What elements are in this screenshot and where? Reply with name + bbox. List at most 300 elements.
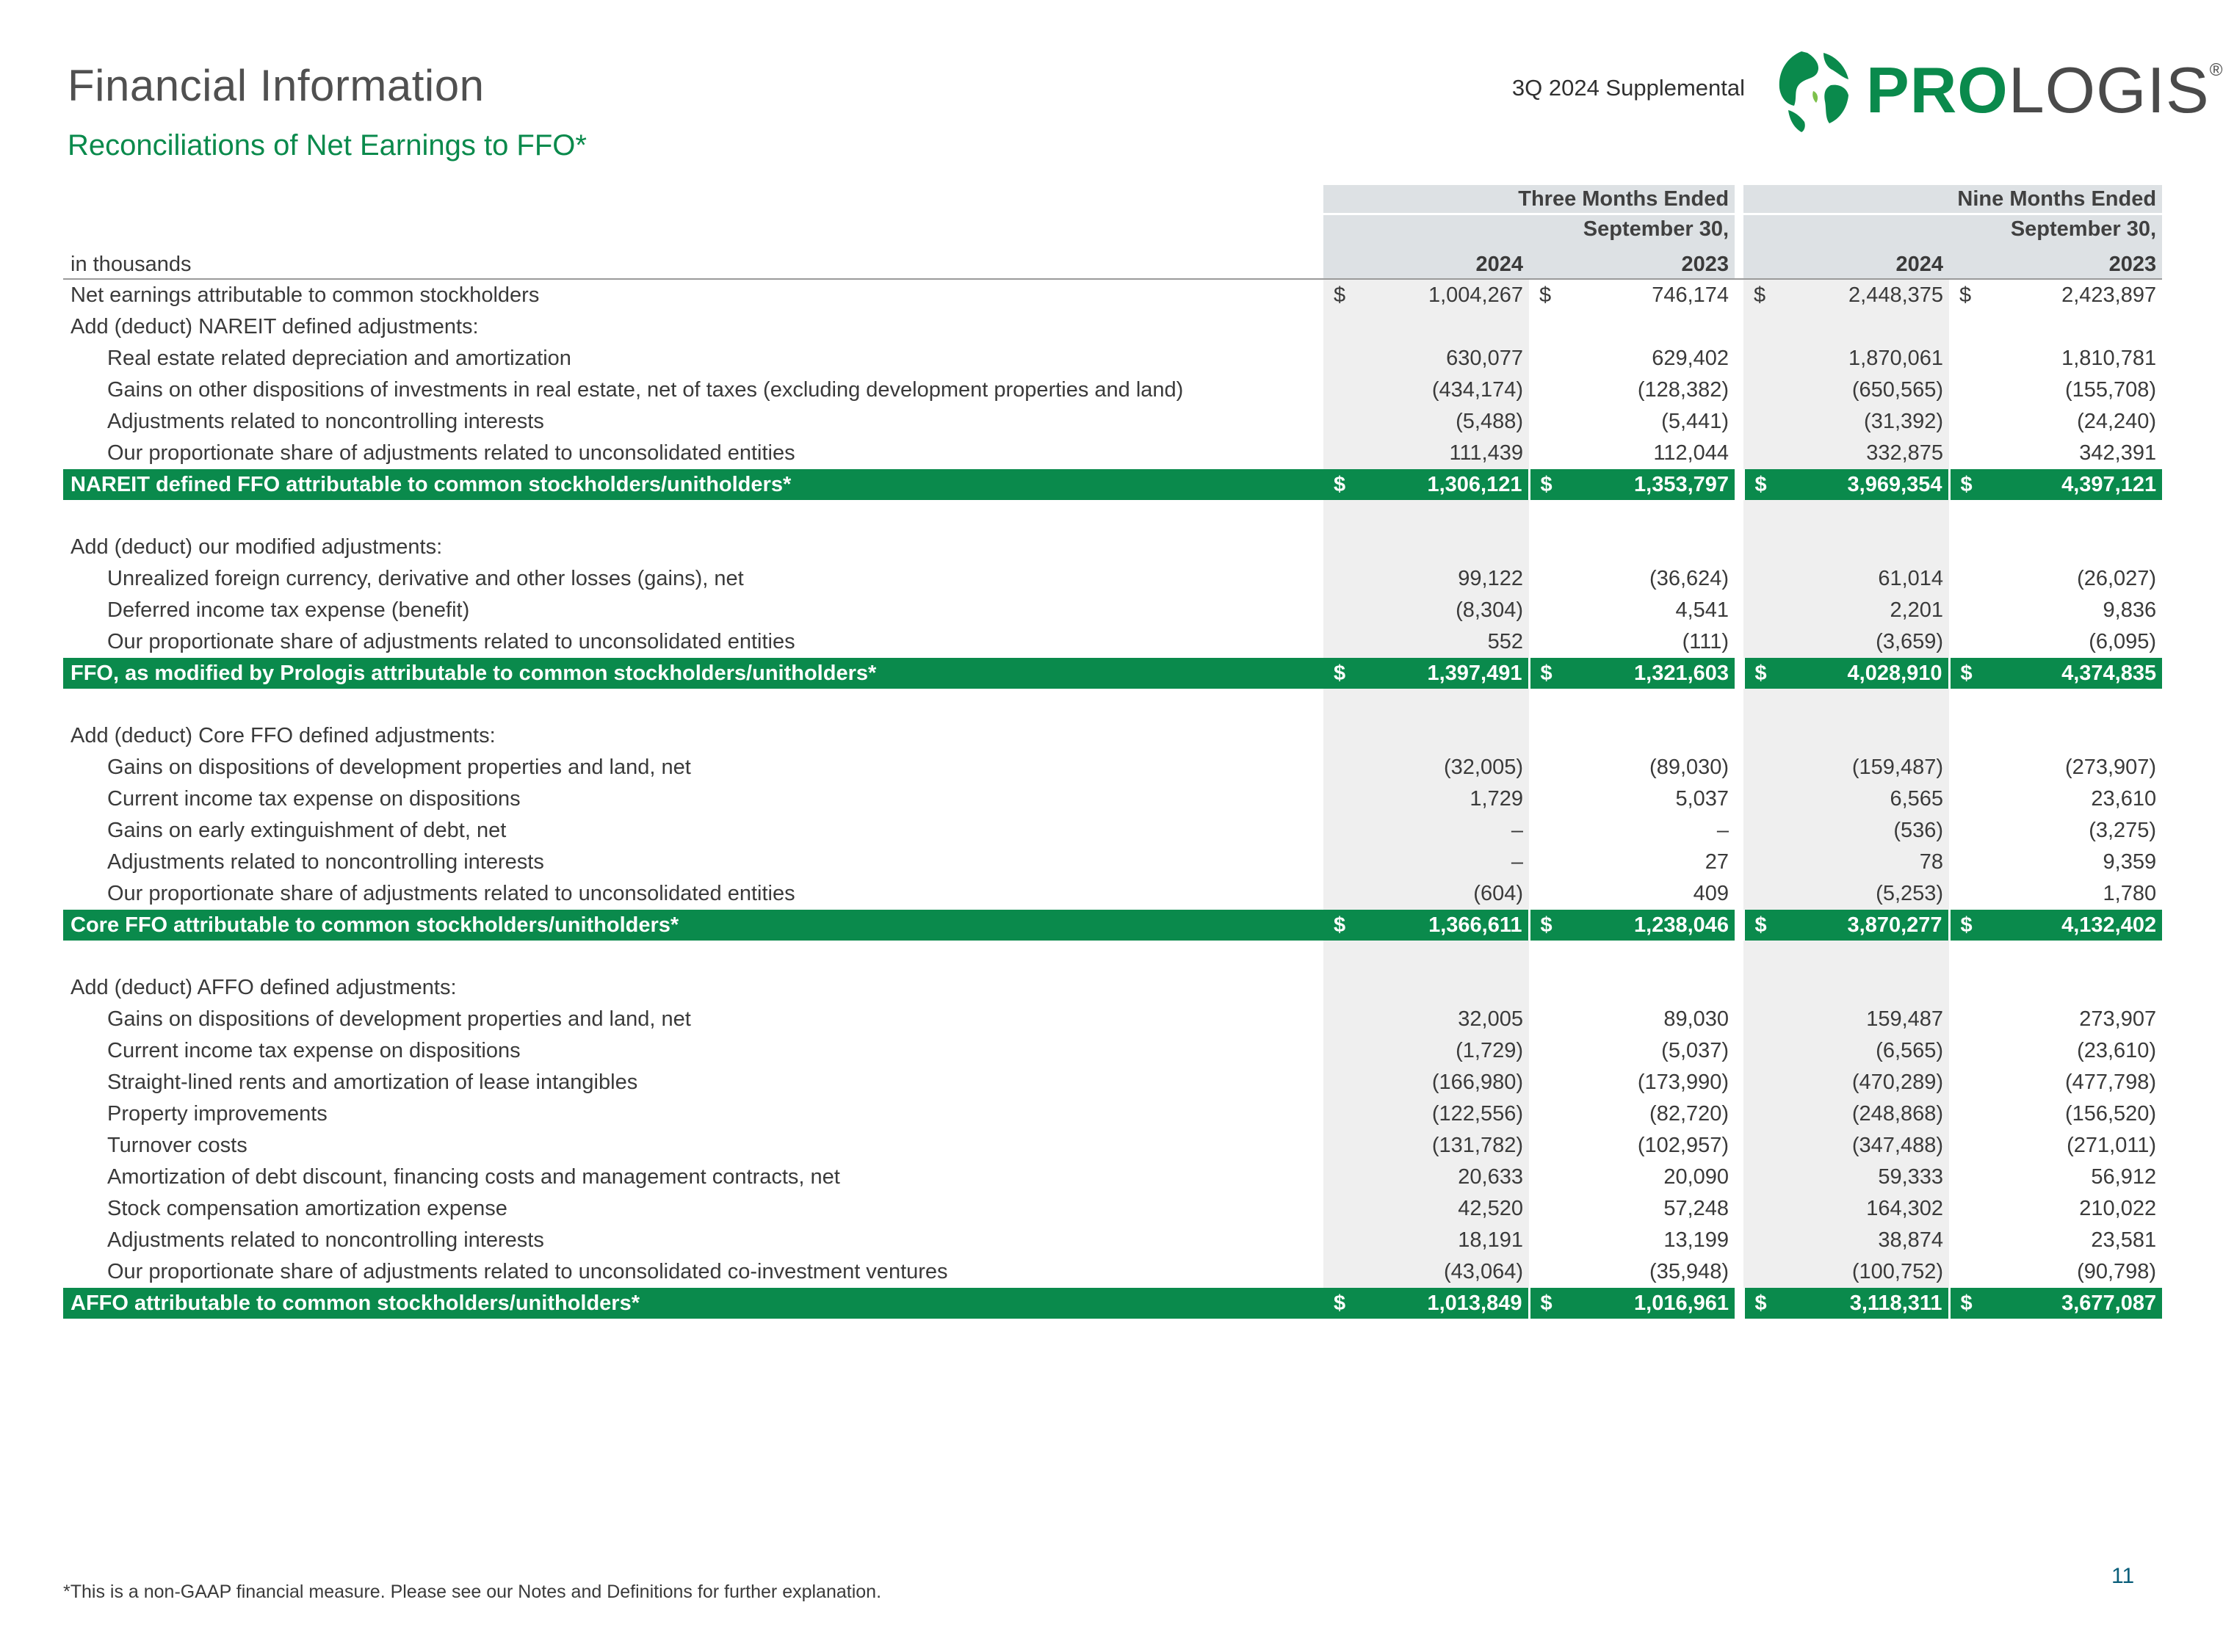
currency-cell [1743, 972, 1782, 1004]
column-gap [1735, 1035, 1743, 1067]
value-cell [1782, 972, 1949, 1004]
spacer-cell [1567, 689, 1735, 720]
value-cell: (470,289) [1782, 1067, 1949, 1098]
row-label: Gains on early extinguishment of debt, net [107, 819, 507, 842]
currency-cell [1323, 1130, 1362, 1162]
row-label: Current income tax expense on dispositions [107, 1039, 521, 1062]
row-label: Current income tax expense on dispositions [107, 787, 521, 811]
currency-cell [1949, 752, 1987, 783]
table-row [63, 752, 2162, 783]
currency-cell [1949, 972, 1987, 1004]
value-cell: 1,780 [2103, 882, 2157, 905]
currency-cell [1323, 1225, 1362, 1256]
currency-cell [1323, 878, 1362, 910]
value-cell: (31,392) [1782, 406, 1949, 438]
currency-cell [1323, 343, 1362, 374]
spacer-cell [1323, 941, 1362, 972]
value-cell: (166,980) [1362, 1067, 1529, 1098]
column-gap [1735, 972, 1743, 1004]
value-cell [1987, 720, 2162, 752]
value-cell [1567, 532, 1735, 563]
value-cell: 9,359 [2103, 850, 2157, 874]
currency-cell [1949, 1035, 1987, 1067]
value-cell: (32,005) [1362, 752, 1529, 783]
currency-cell [1743, 1004, 1782, 1035]
value-cell: 746,174 [1652, 283, 1729, 307]
value-cell: 3,677,087 [1987, 1288, 2162, 1319]
table-row [63, 1162, 2162, 1193]
currency-cell [1949, 1225, 1987, 1256]
spacer-cell [1529, 500, 1567, 532]
currency-cell [1743, 406, 1782, 438]
column-gap [1735, 1193, 1743, 1225]
value-cell: 210,022 [2079, 1197, 2157, 1220]
year-3m-2023: 2023 [1529, 243, 1735, 279]
value-cell: 3,969,354 [1782, 469, 1949, 500]
row-label: Deferred income tax expense (benefit) [107, 598, 470, 622]
row-label: Amortization of debt discount, financing costs and management contracts, net [107, 1165, 840, 1189]
spacer-row [63, 500, 2162, 532]
currency-cell [1743, 1193, 1782, 1225]
column-gap [1735, 532, 1743, 563]
section-heading-row [63, 532, 2162, 563]
currency-cell [1323, 438, 1362, 469]
table-body [63, 185, 2162, 1319]
page-subtitle: Reconciliations of Net Earnings to FFO* [68, 129, 587, 162]
currency-cell [1949, 878, 1987, 910]
value-cell [1987, 311, 2162, 343]
currency-cell: $ [1949, 910, 1987, 941]
value-cell: (650,565) [1782, 374, 1949, 406]
value-cell [1567, 972, 1735, 1004]
currency-cell [1949, 847, 1987, 878]
currency-cell [1743, 1162, 1782, 1193]
currency-cell [1529, 1098, 1567, 1130]
currency-cell [1743, 752, 1782, 783]
currency-cell: $ [1323, 658, 1362, 689]
currency-cell [1529, 1162, 1567, 1193]
value-cell: (6,565) [1782, 1035, 1949, 1067]
spacer-cell [63, 941, 1323, 972]
spacer-cell [1743, 689, 1782, 720]
currency-cell [1949, 626, 1987, 658]
currency-cell: $ [1949, 469, 1987, 500]
table-row [63, 1256, 2162, 1288]
currency-cell [1949, 406, 1987, 438]
value-cell: 20,633 [1362, 1162, 1529, 1193]
currency-cell: $ [1529, 910, 1567, 941]
value-cell: 78 [1782, 847, 1949, 878]
value-cell: 99,122 [1362, 563, 1529, 595]
value-cell: (24,240) [2077, 410, 2157, 433]
table-row [63, 847, 2162, 878]
value-cell: 630,077 [1362, 343, 1529, 374]
table-row [63, 374, 2162, 406]
currency-cell [1323, 847, 1362, 878]
currency-cell [1323, 783, 1362, 815]
value-cell: 27 [1705, 850, 1729, 874]
table-row [63, 1035, 2162, 1067]
row-label: Gains on other dispositions of investments in real estate, net of taxes (excluding development properties and land) [107, 378, 1184, 402]
row-label: Stock compensation amortization expense [107, 1197, 507, 1220]
value-cell: (5,441) [1661, 410, 1729, 433]
currency-cell [1949, 311, 1987, 343]
value-cell [1567, 720, 1735, 752]
value-cell: (155,708) [2064, 378, 2157, 402]
header-row-date [63, 214, 2162, 244]
currency-cell [1743, 374, 1782, 406]
currency-cell [1743, 1098, 1782, 1130]
table-row [63, 1130, 2162, 1162]
value-cell: 13,199 [1663, 1228, 1729, 1252]
table-row [63, 438, 2162, 469]
currency-cell: $ [1949, 658, 1987, 689]
currency-cell [1529, 972, 1567, 1004]
header-row-years [63, 243, 2162, 279]
row-label: Add (deduct) our modified adjustments: [71, 535, 443, 559]
currency-cell [1323, 1162, 1362, 1193]
row-label: Add (deduct) AFFO defined adjustments: [71, 976, 457, 999]
value-cell: 1,870,061 [1782, 343, 1949, 374]
row-label: Our proportionate share of adjustments related to unconsolidated entities [107, 630, 795, 653]
table-row [63, 1225, 2162, 1256]
spacer-cell [1529, 689, 1567, 720]
globe-logo-icon [1772, 47, 1853, 132]
value-cell: 5,037 [1675, 787, 1729, 811]
table-row [63, 1067, 2162, 1098]
currency-cell: $ [1743, 469, 1782, 500]
value-cell: (8,304) [1362, 595, 1529, 626]
value-cell: (36,624) [1649, 567, 1729, 590]
value-cell: 38,874 [1782, 1225, 1949, 1256]
value-cell: (1,729) [1362, 1035, 1529, 1067]
value-cell: 1,013,849 [1362, 1288, 1529, 1319]
currency-cell [1949, 1193, 1987, 1225]
currency-cell [1743, 1130, 1782, 1162]
currency-cell [1529, 1004, 1567, 1035]
currency-cell [1949, 720, 1987, 752]
currency-cell [1949, 1130, 1987, 1162]
value-cell: 4,132,402 [1987, 910, 2162, 941]
currency-cell: $ [1323, 910, 1362, 941]
currency-cell: $ [1539, 283, 1552, 307]
spacer-cell [1529, 941, 1567, 972]
units-label: in thousands [63, 243, 1323, 279]
currency-cell [1323, 595, 1362, 626]
value-cell: 164,302 [1782, 1193, 1949, 1225]
value-cell: 4,374,835 [1987, 658, 2162, 689]
column-gap [1735, 1004, 1743, 1035]
spacer-cell [1949, 941, 1987, 972]
column-gap [1735, 1098, 1743, 1130]
row-label: Adjustments related to noncontrolling interests [107, 1228, 544, 1252]
currency-cell [1743, 783, 1782, 815]
value-cell: 3,870,277 [1782, 910, 1949, 941]
row-label: Core FFO attributable to common stockholders/unitholders* [63, 910, 1323, 941]
currency-cell [1949, 1098, 1987, 1130]
column-gap [1735, 563, 1743, 595]
table-row [63, 1098, 2162, 1130]
table-row [63, 878, 2162, 910]
row-label: FFO, as modified by Prologis attributable to common stockholders/unitholders* [63, 658, 1323, 689]
currency-cell [1949, 343, 1987, 374]
currency-cell [1743, 1035, 1782, 1067]
spacer-cell [1362, 941, 1529, 972]
column-gap [1735, 1067, 1743, 1098]
currency-cell [1323, 406, 1362, 438]
ffo-reconciliation-table [63, 185, 2162, 1319]
spacer-cell [1782, 941, 1949, 972]
currency-cell [1529, 878, 1567, 910]
currency-cell [1323, 752, 1362, 783]
value-cell: 2,423,897 [2061, 283, 2157, 307]
value-cell: 59,333 [1782, 1162, 1949, 1193]
currency-cell: $ [1743, 1288, 1782, 1319]
row-label: Gains on dispositions of development properties and land, net [107, 756, 691, 779]
currency-cell [1949, 563, 1987, 595]
value-cell: (35,948) [1649, 1260, 1729, 1283]
currency-cell [1743, 343, 1782, 374]
currency-cell [1323, 1098, 1362, 1130]
currency-cell [1529, 595, 1567, 626]
column-gap [1735, 469, 1743, 500]
value-cell: (5,488) [1362, 406, 1529, 438]
currency-cell [1743, 563, 1782, 595]
table-row [63, 783, 2162, 815]
currency-cell [1949, 783, 1987, 815]
value-cell: 2,201 [1782, 595, 1949, 626]
value-cell: 1,306,121 [1362, 469, 1529, 500]
currency-cell [1949, 438, 1987, 469]
row-label: Adjustments related to noncontrolling interests [107, 850, 544, 874]
column-gap [1735, 500, 1743, 532]
year-3m-2024: 2024 [1323, 243, 1529, 279]
column-gap [1735, 910, 1743, 941]
value-cell: (102,957) [1637, 1134, 1729, 1157]
value-cell: (26,027) [2077, 567, 2157, 590]
currency-cell [1323, 1193, 1362, 1225]
total-row [63, 469, 2162, 500]
column-gap [1735, 1256, 1743, 1288]
column-gap [1735, 1130, 1743, 1162]
spacer-cell [1567, 941, 1735, 972]
value-cell: 1,810,781 [2061, 347, 2157, 370]
row-label: Straight-lined rents and amortization of lease intangibles [107, 1070, 638, 1094]
row-label: Our proportionate share of adjustments related to unconsolidated entities [107, 882, 795, 905]
logo-wordmark: PROLOGIS® [1866, 54, 2223, 126]
table-row [63, 1004, 2162, 1035]
currency-cell [1743, 720, 1782, 752]
value-cell: (273,907) [2064, 756, 2157, 779]
currency-cell [1529, 1256, 1567, 1288]
column-gap [1735, 658, 1743, 689]
value-cell: (128,382) [1637, 378, 1729, 402]
value-cell: 42,520 [1362, 1193, 1529, 1225]
value-cell: (5,253) [1782, 878, 1949, 910]
value-cell: (6,095) [2089, 630, 2157, 653]
three-months-date: September 30, [1323, 214, 1735, 244]
table-row [63, 1193, 2162, 1225]
currency-cell [1743, 1225, 1782, 1256]
spacer-cell [1987, 941, 2162, 972]
currency-cell [1529, 752, 1567, 783]
value-cell: 342,391 [2079, 441, 2157, 465]
currency-cell: $ [1743, 279, 1782, 311]
value-cell [1782, 311, 1949, 343]
table-row [63, 563, 2162, 595]
value-cell [1987, 532, 2162, 563]
currency-cell: $ [1743, 658, 1782, 689]
three-months-header: Three Months Ended [1323, 185, 1735, 214]
currency-cell [1949, 1067, 1987, 1098]
row-label: Adjustments related to noncontrolling interests [107, 410, 544, 433]
column-gap [1735, 689, 1743, 720]
row-label: Add (deduct) NAREIT defined adjustments: [71, 315, 479, 338]
value-cell [1362, 532, 1529, 563]
currency-cell [1323, 1035, 1362, 1067]
column-gap [1735, 343, 1743, 374]
currency-cell [1949, 1162, 1987, 1193]
value-cell: 332,875 [1782, 438, 1949, 469]
value-cell: (23,610) [2077, 1039, 2157, 1062]
currency-cell [1743, 626, 1782, 658]
spacer-cell [1782, 500, 1949, 532]
column-gap [1735, 438, 1743, 469]
value-cell: 1,353,797 [1567, 469, 1735, 500]
value-cell: 3,118,311 [1782, 1288, 1949, 1319]
currency-cell [1529, 343, 1567, 374]
value-cell: (122,556) [1362, 1098, 1529, 1130]
column-gap [1735, 1288, 1743, 1319]
currency-cell [1529, 1193, 1567, 1225]
currency-cell [1529, 1130, 1567, 1162]
spacer-cell [1362, 689, 1529, 720]
currency-cell [1949, 1256, 1987, 1288]
spacer-cell [1949, 500, 1987, 532]
value-cell: 57,248 [1663, 1197, 1729, 1220]
value-cell: (248,868) [1782, 1098, 1949, 1130]
value-cell: 32,005 [1362, 1004, 1529, 1035]
spacer-cell [1567, 500, 1735, 532]
spacer-cell [1743, 500, 1782, 532]
value-cell: 1,016,961 [1567, 1288, 1735, 1319]
value-cell: (3,275) [2089, 819, 2157, 842]
currency-cell [1323, 1256, 1362, 1288]
currency-cell [1323, 1067, 1362, 1098]
spacer-row [63, 689, 2162, 720]
currency-cell [1529, 311, 1567, 343]
currency-cell [1529, 720, 1567, 752]
value-cell: (159,487) [1782, 752, 1949, 783]
value-cell: 18,191 [1362, 1225, 1529, 1256]
value-cell: 629,402 [1652, 347, 1729, 370]
currency-cell [1743, 311, 1782, 343]
currency-cell: $ [1323, 279, 1362, 311]
header-row-period [63, 185, 2162, 214]
value-cell: (173,990) [1637, 1070, 1729, 1094]
currency-cell [1529, 783, 1567, 815]
currency-cell: $ [1323, 469, 1362, 500]
value-cell: 112,044 [1653, 441, 1729, 465]
year-9m-2023: 2023 [1949, 243, 2162, 279]
value-cell: (131,782) [1362, 1130, 1529, 1162]
spacer-cell [1987, 500, 2162, 532]
value-cell [1362, 311, 1529, 343]
value-cell [1782, 720, 1949, 752]
column-gap [1735, 847, 1743, 878]
column-gap [1735, 406, 1743, 438]
page-title: Financial Information [68, 61, 485, 110]
value-cell: 409 [1693, 882, 1729, 905]
row-label: Property improvements [107, 1102, 328, 1126]
row-label: AFFO attributable to common stockholders/unitholders* [63, 1288, 1323, 1319]
value-cell: 1,321,603 [1567, 658, 1735, 689]
currency-cell [1743, 878, 1782, 910]
value-cell: 273,907 [2079, 1007, 2157, 1031]
total-row [63, 1288, 2162, 1319]
spacer-cell [1949, 689, 1987, 720]
row-label: Gains on dispositions of development properties and land, net [107, 1007, 691, 1031]
value-cell: (3,659) [1782, 626, 1949, 658]
column-gap [1735, 626, 1743, 658]
currency-cell [1323, 311, 1362, 343]
column-gap [1735, 783, 1743, 815]
value-cell: – [1362, 815, 1529, 847]
column-gap [1735, 595, 1743, 626]
column-gap [1735, 815, 1743, 847]
table-row [63, 815, 2162, 847]
nine-months-header: Nine Months Ended [1743, 185, 2162, 214]
value-cell: – [1362, 847, 1529, 878]
spacer-cell [1323, 500, 1362, 532]
column-gap [1735, 279, 1743, 311]
column-gap [1735, 752, 1743, 783]
currency-cell [1529, 438, 1567, 469]
column-gap [1735, 720, 1743, 752]
currency-cell [1323, 563, 1362, 595]
currency-cell [1949, 815, 1987, 847]
value-cell: 1,238,046 [1567, 910, 1735, 941]
nine-months-date: September 30, [1743, 214, 2162, 244]
total-row [63, 658, 2162, 689]
spacer-row [63, 941, 2162, 972]
value-cell: (536) [1782, 815, 1949, 847]
currency-cell: $ [1323, 1288, 1362, 1319]
currency-cell [1743, 438, 1782, 469]
table-row [63, 279, 2162, 311]
currency-cell: $ [1959, 283, 1972, 307]
table-row [63, 626, 2162, 658]
value-cell: (100,752) [1782, 1256, 1949, 1288]
value-cell: (477,798) [2064, 1070, 2157, 1094]
value-cell: 552 [1362, 626, 1529, 658]
value-cell: 9,836 [2103, 598, 2157, 622]
currency-cell: $ [1743, 910, 1782, 941]
spacer-cell [63, 500, 1323, 532]
prologis-logo [1772, 47, 2223, 132]
currency-cell [1529, 815, 1567, 847]
value-cell: 111,439 [1362, 438, 1529, 469]
spacer-cell [1987, 689, 2162, 720]
currency-cell [1743, 532, 1782, 563]
currency-cell [1743, 847, 1782, 878]
table-row [63, 406, 2162, 438]
currency-cell [1743, 595, 1782, 626]
currency-cell [1529, 1067, 1567, 1098]
currency-cell: $ [1529, 469, 1567, 500]
value-cell: 61,014 [1782, 563, 1949, 595]
value-cell: 159,487 [1782, 1004, 1949, 1035]
